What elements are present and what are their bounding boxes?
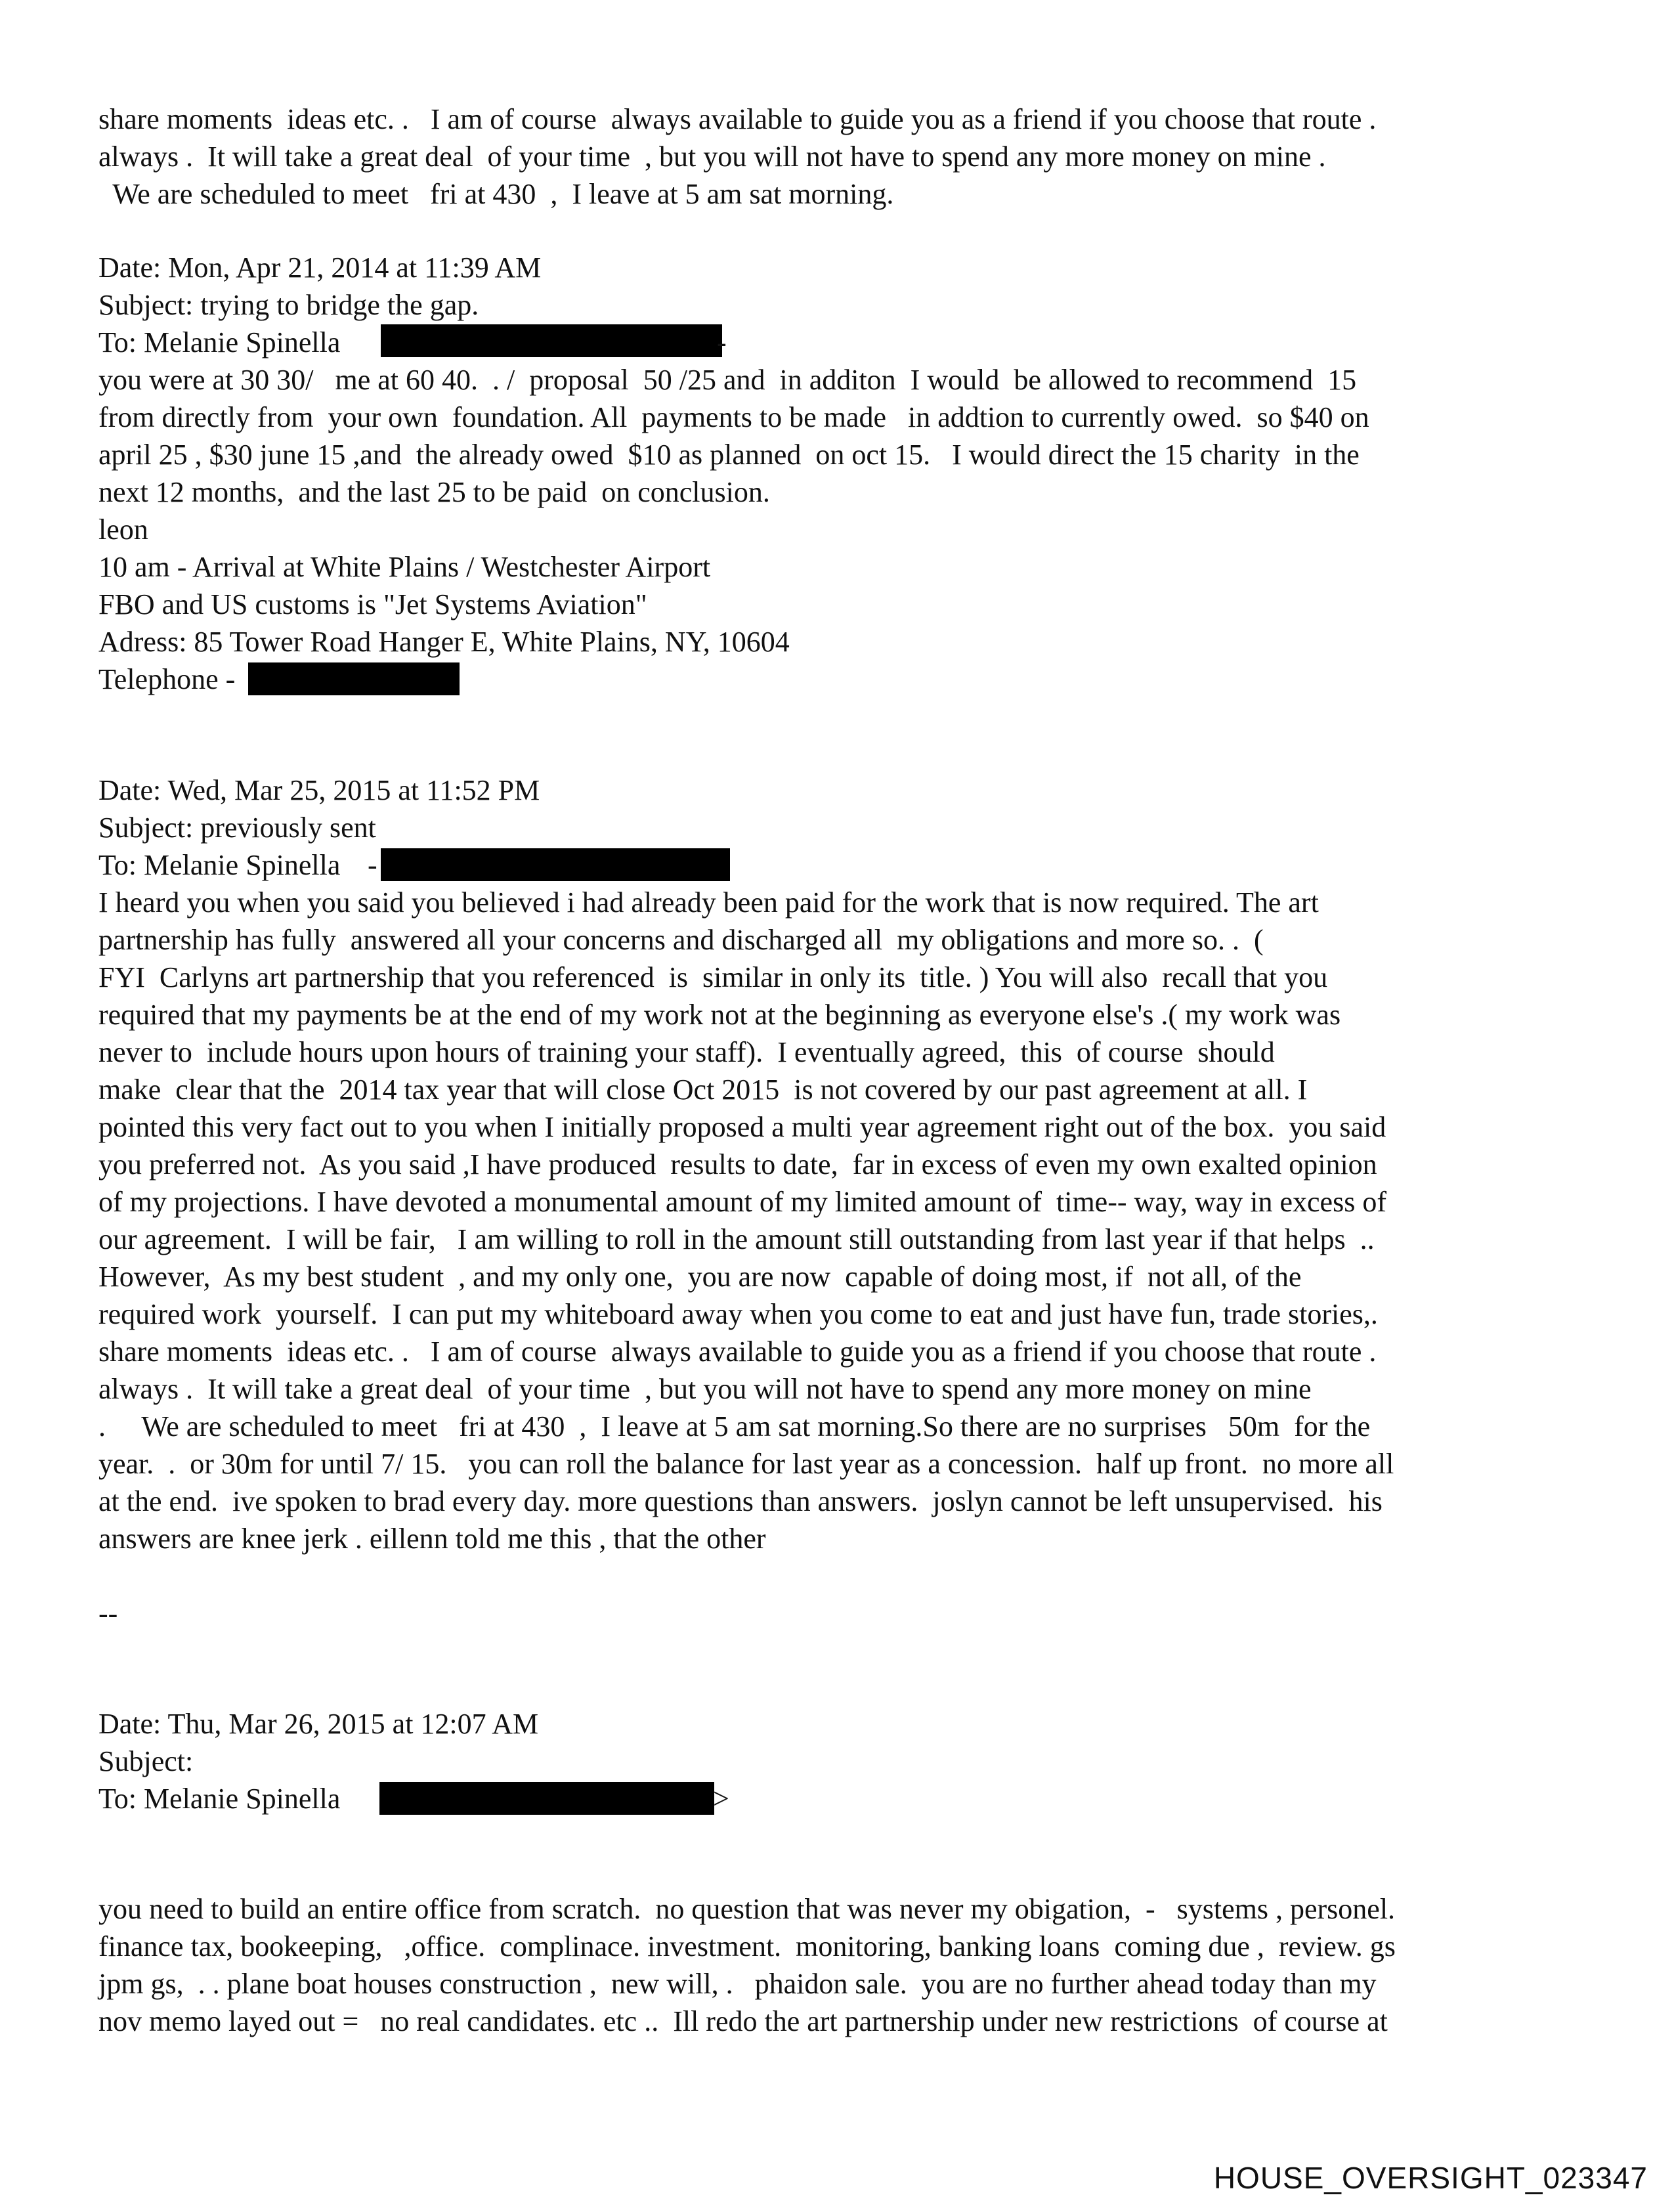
email1-date: Date: Mon, Apr 21, 2014 at 11:39 AM xyxy=(98,251,542,284)
intro-line: share moments ideas etc. . I am of course always available to guide you as a friend if you choose that route . xyxy=(98,103,1377,135)
email1-body-line: from directly from your own foundation. All payments to be made in addtion to currently owed. so $40 on xyxy=(98,401,1369,433)
email1-to-suffix: - xyxy=(717,326,727,358)
email2-body-line: share moments ideas etc. . I am of course always available to guide you as a friend if you choose that route . xyxy=(98,1335,1377,1368)
email2-body-line: at the end. ive spoken to brad every day. more questions than answers. joslyn cannot be left unsupervised. his xyxy=(98,1485,1383,1517)
email3-to-suffix: > xyxy=(713,1783,729,1815)
email2-body-line: required work yourself. I can put my whiteboard away when you come to eat and just have fun, trade stories,. xyxy=(98,1298,1378,1330)
email3-body-line: nov memo layed out = no real candidates. etc .. Ill redo the art partnership under new restrictions of course at xyxy=(98,2005,1388,2037)
email2-body-line: partnership has fully answered all your concerns and discharged all my obligations and more so. . ( xyxy=(98,924,1264,956)
email1-body-line: 10 am - Arrival at White Plains / Westchester Airport xyxy=(98,551,711,583)
redaction-box xyxy=(379,1782,714,1815)
email2-body-line: always . It will take a great deal of your time , but you will not have to spend any more money on mine xyxy=(98,1373,1312,1405)
email2-body-line: year. . or 30m for until 7/ 15. you can roll the balance for last year as a concession. half up front. no more all xyxy=(98,1448,1394,1480)
email2-body-line: . We are scheduled to meet fri at 430 , I leave at 5 am sat morning.So there are no surprises 50m for the xyxy=(98,1410,1371,1442)
email1-body-line: april 25 , $30 june 15 ,and the already owed $10 as planned on oct 15. I would direct the 15 charity in the xyxy=(98,439,1360,471)
email3-body-line: finance tax, bookeeping, ,office. complinace. investment. monitoring, banking loans coming due , review. gs xyxy=(98,1930,1396,1963)
email1-telephone: Telephone - xyxy=(98,663,236,695)
email2-to: To: Melanie Spinella xyxy=(98,849,341,881)
email1-subject: Subject: trying to bridge the gap. xyxy=(98,289,479,321)
email1-body-line: you were at 30 30/ me at 60 40. . / proposal 50 /25 and in additon I would be allowed to recommend 15 xyxy=(98,364,1357,396)
redaction-box xyxy=(381,324,722,357)
email1-body-line: FBO and US customs is "Jet Systems Aviation" xyxy=(98,588,647,620)
email1-body-line: next 12 months, and the last 25 to be paid on conclusion. xyxy=(98,476,770,508)
email1-to: To: Melanie Spinella xyxy=(98,326,341,358)
email2-body-line: you preferred not. As you said ,I have produced results to date, far in excess of even my own exalted opinion xyxy=(98,1148,1377,1181)
intro-line: We are scheduled to meet fri at 430 , I leave at 5 am sat morning. xyxy=(98,178,894,210)
email2-subject: Subject: previously sent xyxy=(98,812,376,844)
email2-body-line: FYI Carlyns art partnership that you referenced is similar in only its title. ) You will also recall that you xyxy=(98,961,1328,993)
email1-body-line: leon xyxy=(98,513,148,546)
email2-body-line: of my projections. I have devoted a monumental amount of my limited amount of time-- way, way in excess of xyxy=(98,1186,1386,1218)
email2-body-line: However, As my best student , and my only one, you are now capable of doing most, if not all, of the xyxy=(98,1261,1302,1293)
intro-line: always . It will take a great deal of your time , but you will not have to spend any more money on mine . xyxy=(98,141,1326,173)
redaction-box xyxy=(248,662,460,695)
email2-body-line: never to include hours upon hours of training your staff). I eventually agreed, this of course should xyxy=(98,1036,1275,1068)
email2-body-line: I heard you when you said you believed i had already been paid for the work that is now required. The art xyxy=(98,886,1319,919)
email2-body-line: make clear that the 2014 tax year that will close Oct 2015 is not covered by our past agreement at all. I xyxy=(98,1073,1308,1106)
bates-number: HOUSE_OVERSIGHT_023347 xyxy=(1213,2161,1648,2195)
email2-body-line: pointed this very fact out to you when I initially proposed a multi year agreement right out of the box. you said xyxy=(98,1111,1386,1143)
email2-date: Date: Wed, Mar 25, 2015 at 11:52 PM xyxy=(98,774,540,806)
email3-body-line: jpm gs, . . plane boat houses construction , new will, . phaidon sale. you are no further ahead today than my xyxy=(98,1968,1377,2000)
redaction-box xyxy=(381,848,730,881)
email3-date: Date: Thu, Mar 26, 2015 at 12:07 AM xyxy=(98,1708,539,1740)
email3-body-line: you need to build an entire office from scratch. no question that was never my obigation, - systems , personel. xyxy=(98,1893,1396,1925)
email2-body-line: answers are knee jerk . eillenn told me this , that the other xyxy=(98,1523,766,1555)
email1-body-line: Adress: 85 Tower Road Hanger E, White Plains, NY, 10604 xyxy=(98,626,790,658)
email2-body-line: required that my payments be at the end of my work not at the beginning as everyone else's .( my work was xyxy=(98,999,1341,1031)
email2-body-line: our agreement. I will be fair, I am willing to roll in the amount still outstanding from last year if that helps .. xyxy=(98,1223,1375,1255)
signature-separator: -- xyxy=(98,1597,118,1630)
email2-to-suffix: - xyxy=(368,849,377,881)
email3-to: To: Melanie Spinella xyxy=(98,1783,341,1815)
email3-subject: Subject: xyxy=(98,1745,194,1777)
